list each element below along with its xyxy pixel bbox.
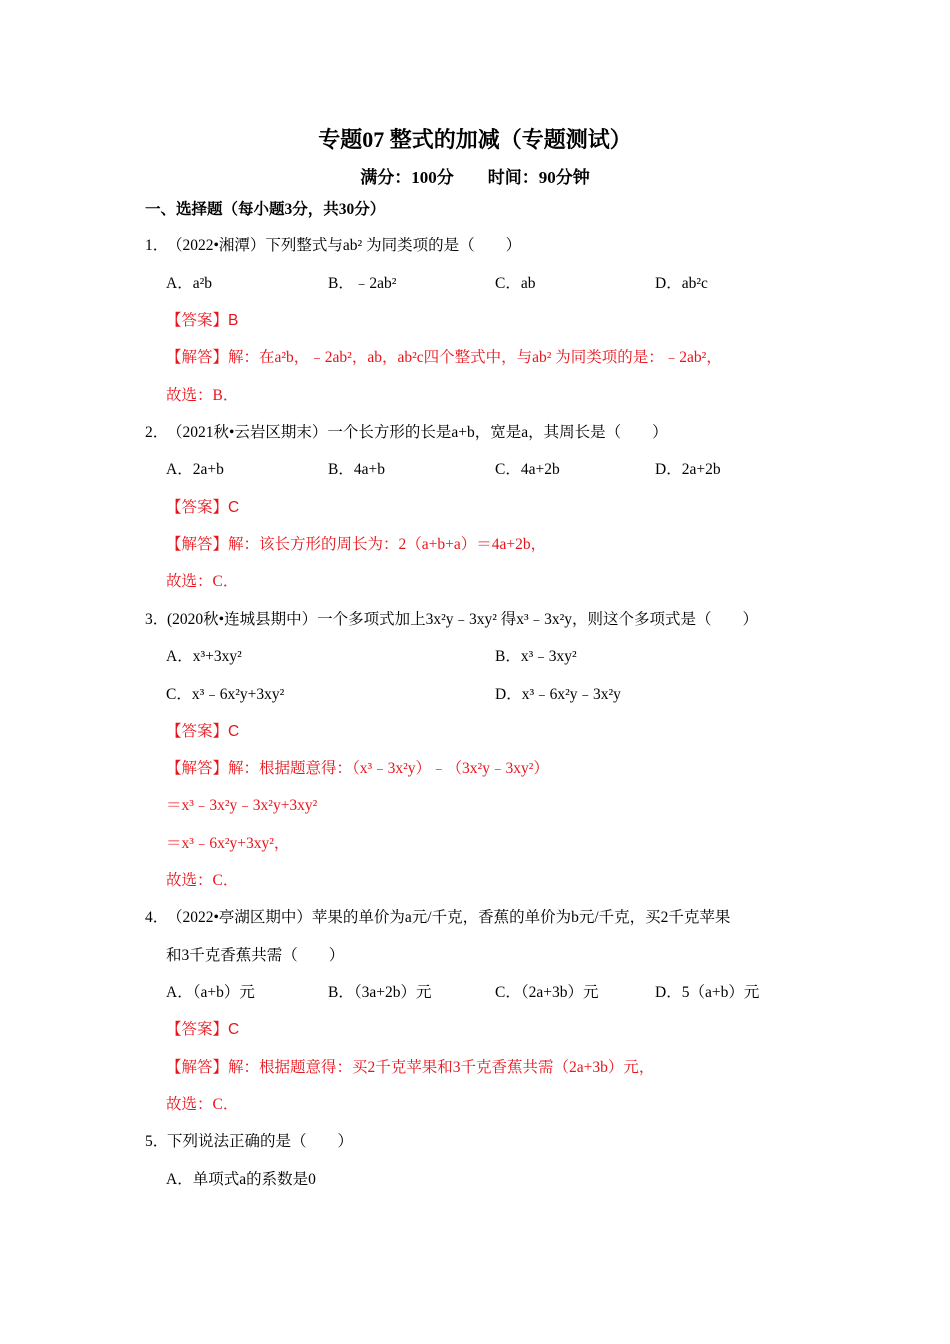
question-1-solution-line-1: 【解答】解：在a²b，﹣2ab²，ab，ab²c四个整式中，与ab² 为同类项的是：﹣2ab²， [166,349,722,366]
question-4-stem-line-2: 和3千克香蕉共需（ ） [166,947,345,964]
question-1-option-a: A．a²b [166,275,212,292]
question-4-solution-line-1: 【解答】解：根据题意得：买2千克苹果和3千克香蕉共需（2a+3b）元， [166,1059,655,1076]
question-1-option-b: B．﹣2ab² [328,275,397,292]
question-5-option-a: A．单项式a的系数是0 [166,1171,316,1188]
question-2-option-c: C．4a+2b [495,461,560,478]
question-2-option-b: B．4a+b [328,461,385,478]
time-limit: 时间：90分钟 [487,168,590,187]
question-2-answer: 【答案】C [166,499,240,516]
question-2-solution-line-2: 故选：C． [166,573,239,590]
question-4-answer: 【答案】C [166,1021,240,1038]
question-3-stem: 3．(2020秋•连城县期中）一个多项式加上3x²y﹣3xy² 得x³﹣3x²y，则这个多项式是（ ） [145,611,759,628]
question-1-stem: 1．（2022•湘潭）下列整式与ab² 为同类项的是（ ） [145,237,522,254]
question-2-option-d: D．2a+2b [655,461,721,478]
question-3-solution-line-3: ＝x³﹣6x²y+3xy²， [166,835,290,852]
full-score: 满分：100分 [360,168,454,187]
question-4-option-a: A．（a+b）元 [166,984,255,1001]
question-1-answer: 【答案】B [166,312,239,329]
question-3-solution-line-4: 故选：C． [166,872,239,889]
question-4-option-d: D．5（a+b）元 [655,984,760,1001]
question-3-option-d: D．x³﹣6x²y﹣3x²y [495,686,621,703]
question-3-solution-line-1: 【解答】解：根据题意得：（x³﹣3x²y）﹣（3x²y﹣3xy²） [166,760,549,777]
question-4-option-c: C．（2a+3b）元 [495,984,599,1001]
question-1-option-c: C．ab [495,275,536,292]
page-subtitle [0,168,950,188]
question-2-solution-line-1: 【解答】解：该长方形的周长为：2（a+b+a）＝4a+2b， [166,536,547,553]
question-3-solution-line-2: ＝x³﹣3x²y﹣3x²y+3xy² [166,797,318,814]
question-1-option-d: D．ab²c [655,275,708,292]
question-3-option-c: C．x³﹣6x²y+3xy² [166,686,285,703]
question-3-option-b: B．x³﹣3xy² [495,648,577,665]
question-3-option-a: A．x³+3xy² [166,648,242,665]
section-heading: 一、选择题（每小题3分，共30分） [145,201,386,218]
question-4-option-b: B．（3a+2b）元 [328,984,432,1001]
question-1-solution-line-2: 故选：B． [166,387,239,404]
question-4-stem: 4．（2022•亭湖区期中）苹果的单价为a元/千克，香蕉的单价为b元/千克，买2千克苹果 [145,909,731,926]
page-title: 专题07 整式的加减（专题测试） [318,127,632,152]
question-2-stem: 2．（2021秋•云岩区期末）一个长方形的长是a+b，宽是a，其周长是（ ） [145,424,668,441]
question-4-solution-line-2: 故选：C． [166,1096,239,1113]
question-3-answer: 【答案】C [166,723,240,740]
question-5-stem: 5．下列说法正确的是（ ） [145,1133,354,1150]
question-2-option-a: A．2a+b [166,461,224,478]
